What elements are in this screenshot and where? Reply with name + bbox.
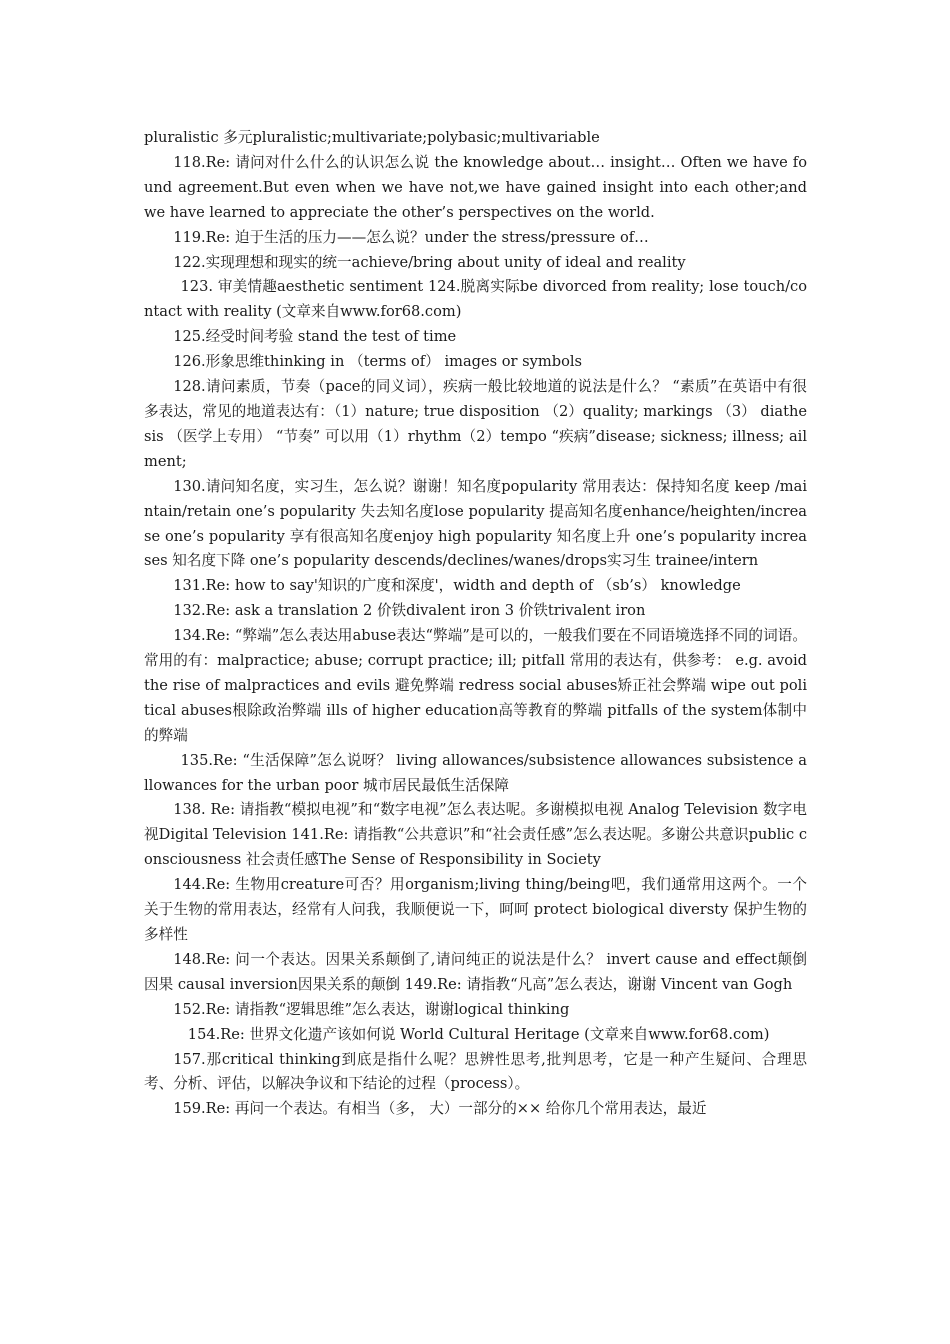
paragraph-132: 132.Re: ask a translation 2 价铁divalent iron 3 价铁trivalent iron [173,602,646,620]
paragraph-154: 154.Re: 世界文化遗产该如何说 World Cultural Heritage (文章来自www.for68.com) [187,1025,770,1043]
paragraph-148: 148.Re: 问一个表达。因果关系颠倒了,请问纯正的说法是什么？ invert cause and effect颠倒因果 causal inversion因果关系的颠倒 149.Re: 请指教“凡高”怎么表达，谢谢 Vincent van Gogh [144,950,807,993]
paragraph-118: 118.Re: 请问对什么什么的认识怎么说 the knowledge about… insight… Often we have found agreement.But even when we have not,we have gained insight into each other;and we have learned to appreciate the other’s perspectives on the world. [144,153,807,221]
paragraph-157: 157.那critical thinking到底是指什么呢？思辨性思考,批判思考，它是一种产生疑问、合理思考、分析、评估，以解决争议和下结论的过程（process）。 [144,1050,807,1093]
paragraph-134: 134.Re: “弊端”怎么表达用abuse表达“弊端”是可以的，一般我们要在不同语境选择不同的词语。常用的有：malpractice; abuse; corrupt practice; ill; pitfall 常用的表达有，供参考： e.g. avoid the rise of malpractices and evils 避免弊端 redress social abuses矫正社会弊端 wipe out political abuses根除政治弊端 ills of higher education高等教育的弊端 pitfalls of the system体制中的弊端 [144,627,807,744]
document-page [144,126,807,1122]
paragraph-135: 135.Re: “生活保障”怎么说呀？ living allowances/subsistence allowances subsistence allowances for the urban poor 城市居民最低生活保障 [144,751,807,794]
paragraph-126: 126.形象思维thinking in （terms of） images or symbols [173,353,583,371]
paragraph-119: 119.Re: 迫于生活的压力——怎么说？under the stress/pressure of… [173,228,649,246]
paragraph-125: 125.经受时间考验 stand the test of time [173,328,457,346]
paragraph-138: 138. Re: 请指教“模拟电视”和“数字电视”怎么表达呢。多谢模拟电视 Analog Television 数字电视Digital Television 141.Re: 请指教“公共意识”和“社会责任感”怎么表达呢。多谢公共意识public consciousness 社会责任感The Sense of Responsibility in Society [144,801,807,869]
paragraph-144: 144.Re: 生物用creature可否？用organism;living thing/being吧，我们通常用这两个。一个关于生物的常用表达，经常有人问我，我顺便说一下，呵呵 protect biological diversty 保护生物的多样性 [144,876,807,943]
paragraph-130: 130.请问知名度，实习生，怎么说？谢谢！知名度popularity 常用表达：保持知名度 keep /maintain/retain one’s popularity 失去知名度lose popularity 提高知名度enhance/heighten/increase one’s popularity 享有很高知名度enjoy high popularity 知名度上升 one’s popularity increases 知名度下降 one’s popularity descends/declines/wanes/drops实习生 trainee/intern [144,477,807,570]
paragraph-123: 123. 审美情趣aesthetic sentiment 124.脱离实际be divorced from reality; lose touch/contact with reality (文章来自www.for68.com) [144,278,807,321]
paragraph-122: 122.实现理想和现实的统一achieve/bring about unity of ideal and reality [173,253,686,271]
paragraph-128: 128.请问素质，节奏（pace的同义词），疾病一般比较地道的说法是什么？ “素质”在英语中有很多表达，常见的地道表达有：（1）nature; true disposition （2）quality; markings （3） diathesis （医学上专用） “节奏” 可以用（1）rhythm（2）tempo “疾病”disease; sickness; illness; ailment; [144,378,807,470]
paragraph-159: 159.Re: 再问一个表达。有相当（多， 大）一部分的×× 给你几个常用表达，最近 [173,1100,707,1118]
paragraph-131: 131.Re: how to say'知识的广度和深度'，width and depth of （sb’s） knowledge [173,577,741,595]
paragraph-pluralistic: pluralistic 多元pluralistic;multivariate;polybasic;multivariable [144,129,600,146]
paragraph-152: 152.Re: 请指教“逻辑思维”怎么表达，谢谢logical thinking [173,1000,570,1018]
